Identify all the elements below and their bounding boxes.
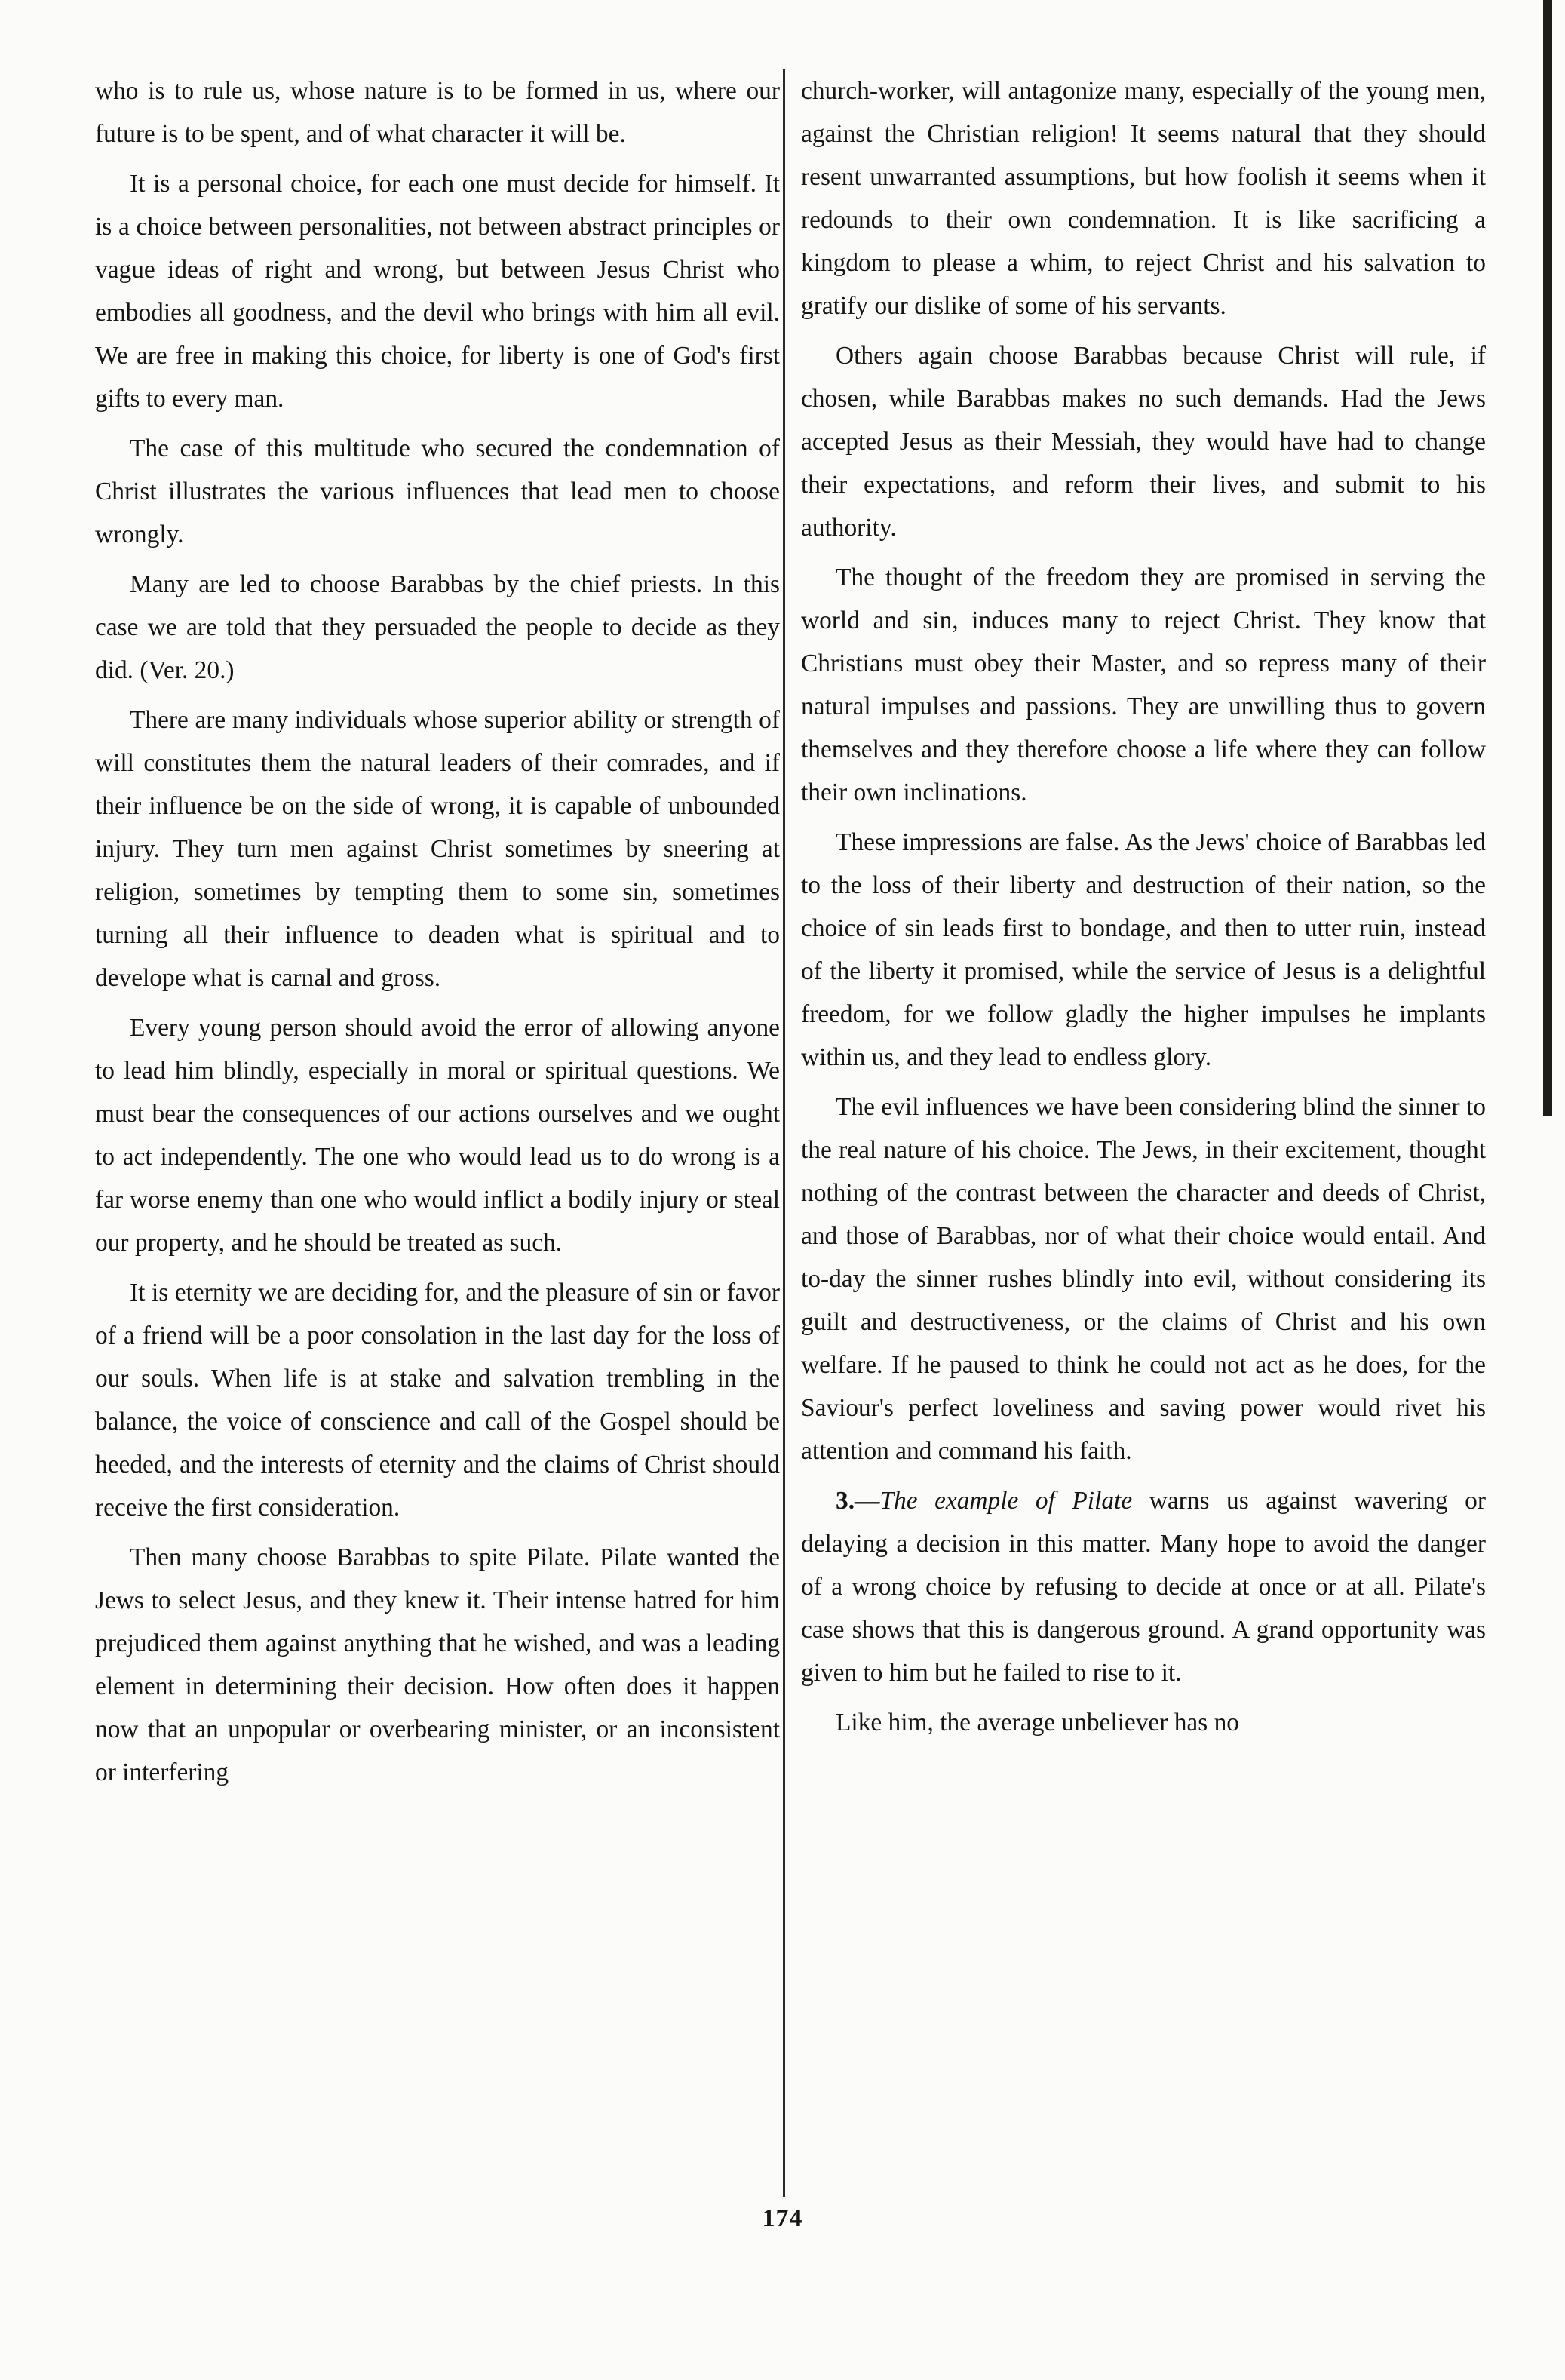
paragraph: Many are led to choose Barabbas by the chief priests. In this case we are told that they persuaded the people to decide as they did. (Ver. 20.) [95,570,780,684]
right-column [801,69,1486,1751]
section-paragraph [801,1479,1486,1694]
paragraph: Every young person should avoid the error of allowing anyone to lead him blindly, especially in moral or spiritual questions. We must bear the consequences of our actions ourselves and we ought to act independently. The one who would lead us to do wrong is a far worse enemy than one who would inflict a bodily injury or steal our property, and he should be treated as such. [95,1014,780,1257]
paragraph: Others again choose Barabbas because Christ will rule, if chosen, while Barabbas makes no such demands. Had the Jews accepted Jesus as their Messiah, they would have had to change their expectations, and reform their lives, and submit to his authority. [801,342,1486,542]
paragraph: church-worker, will antagonize many, especially of the young men, against the Christian religion! It seems natural that they should resent unwarranted assumptions, but how foolish it seems when it redounds to their own condemnation. It is like sacrificing a kingdom to please a whim, to reject Christ and his salvation to gratify our dislike of some of his servants. [801,77,1486,320]
paragraph: who is to rule us, whose nature is to be formed in us, where our future is to be spent, and of what character it will be. [95,77,780,148]
column-divider [783,69,785,2197]
paragraph: It is eternity we are deciding for, and the pleasure of sin or favor of a friend will be a poor consolation in the last day for the loss of our souls. When life is at stake and salvation trembling in the balance, the voice of conscience and call of the Gospel should be heeded, and the interests of eternity and the claims of Christ should receive the first consideration. [95,1279,780,1522]
paragraph: The case of this multitude who secured the condemnation of Christ illustrates the various influences that lead men to choose wrongly. [95,435,780,548]
paragraph: It is a personal choice, for each one must decide for himself. It is a choice between personalities, not between abstract principles or vague ideas of right and wrong, but between Jesus Christ who embodies all goodness, and the devil who brings with him all evil. We are free in making this choice, for liberty is one of God's first gifts to every man. [95,170,780,413]
paragraph: There are many individuals whose superior ability or strength of will constitutes them the natural leaders of their comrades, and if their influence be on the side of wrong, it is capable of unbounded injury. They turn men against Christ sometimes by sneering at religion, sometimes by tempting them to some sin, sometimes turning all their influence to deaden what is spiritual and to develope what is carnal and gross. [95,706,780,992]
section-text: warns us against wavering or delaying a decision in this matter. Many hope to avoid the danger of a wrong choice by refusing to decide at once or at all. Pilate's case shows that this is dangerous ground. A grand opportunity was given to him but he failed to rise to it. [801,1487,1486,1687]
section-number: 3.— [836,1487,880,1515]
page-edge-rule [1543,0,1552,1116]
paragraph: Then many choose Barabbas to spite Pilate. Pilate wanted the Jews to select Jesus, and they knew it. Their intense hatred for him prejudiced them against anything that he wished, and was a leading element in determining their decision. How often does it happen now that an unpopular or overbearing minister, or an inconsistent or interfering [95,1543,780,1786]
paragraph: The evil influences we have been considering blind the sinner to the real nature of his choice. The Jews, in their excitement, thought nothing of the contrast between the character and deeds of Christ, and those of Barabbas, nor of what their choice would entail. And to-day the sinner rushes blindly into evil, without considering its guilt and destructiveness, or the claims of Christ and his own welfare. If he paused to think he could not act as he does, for the Saviour's perfect loveliness and saving power would rivet his attention and command his faith. [801,1093,1486,1465]
paragraph: These impressions are false. As the Jews' choice of Barabbas led to the loss of their liberty and destruction of their nation, so the choice of sin leads first to bondage, and then to utter ruin, instead of the liberty it promised, while the service of Jesus is a delightful freedom, for we follow gladly the higher impulses he implants within us, and they lead to endless glory. [801,828,1486,1071]
paragraph: Like him, the average unbeliever has no [836,1709,1239,1737]
paragraph: The thought of the freedom they are promised in serving the world and sin, induces many to reject Christ. They know that Christians must obey their Master, and so repress many of their natural impulses and passions. They are unwilling thus to govern themselves and they therefore choose a life where they can follow their own inclinations. [801,564,1486,806]
section-title: The example of Pilate [879,1487,1133,1515]
page-number: 174 [762,2204,803,2232]
left-column [95,69,780,1801]
